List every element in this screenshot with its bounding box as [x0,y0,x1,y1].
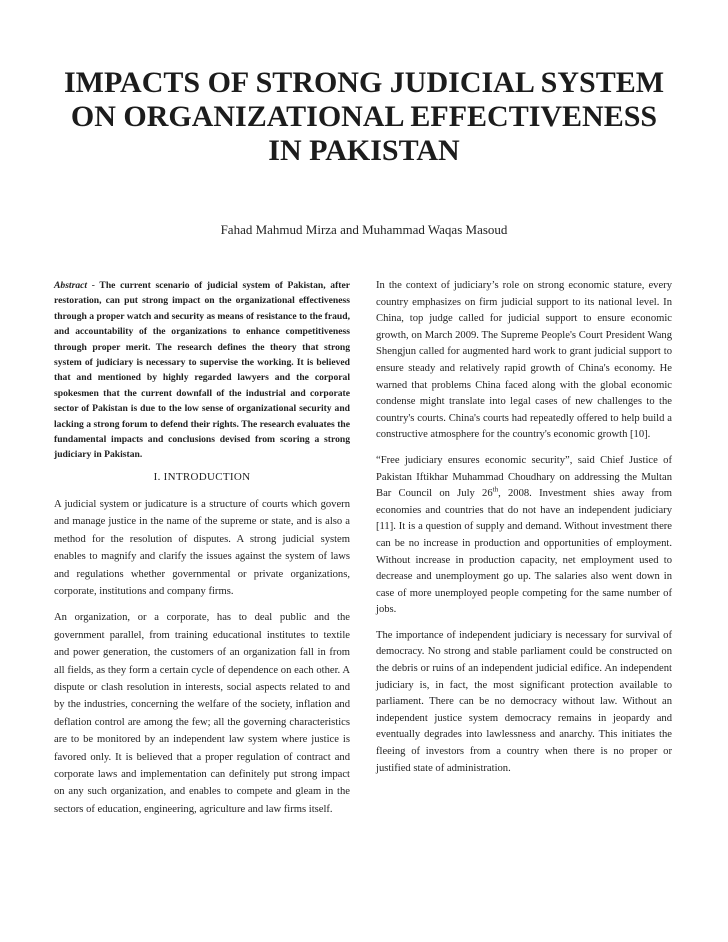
title-line-2: ON ORGANIZATIONAL EFFECTIVENESS [70,100,658,133]
title-line-3: IN PAKISTAN [268,134,460,167]
author-list: Fahad Mahmud Mirza and Muhammad Waqas Masoud [220,222,508,237]
abstract-label: Abstract - [54,280,95,291]
title-line-1: IMPACTS OF STRONG JUDICIAL SYSTEM [63,66,665,99]
paper-title [40,66,688,168]
right-paragraph-2-text-after: , 2008. Investment shies away from economies and countries that do not have an independent judiciary [11]. It is a question of supply and demand. Without investment there can be no increase in production and opportunities of employment. Without increase in production capacity, net employment used to decrease and unemployment go up. The salaries also went down in case of more unemployed people competing for the same number of jobs. [376,488,672,616]
ordinal-superscript: th [492,485,499,494]
right-paragraph-3: The importance of independent judiciary is necessary for survival of democracy. No strong and stable parliament could be constructed on the debris or ruins of an independent judicial edifice. An independent judiciary is, in fact, the most significant protection available to parliament. There can be no democracy without law. Without an independent justice system democracy remains in jeopardy and eventually degrades into lawlessness and anarchy. This initiates the fleeing of investors from a country when there is no proper or justified state of administration. [376,629,672,774]
right-paragraph-2-text-before: “Free judiciary ensures economic security”, said Chief Justice of Pakistan Iftikhar Muhammad Choudhary on addressing the Multan Bar Council on July 26 [376,454,672,500]
section-heading-introduction: I. INTRODUCTION [153,470,251,483]
abstract-text: The current scenario of judicial system of Pakistan, after restoration, can put strong impact on the organizational effectiveness through a proper watch and security as means of resistance to the fraud, and accountability of the organizations to enhance competitiveness through proper merit. The research defines the theory that strong system of judiciary is necessary to supervise the working. It is believed that and mentioned by highly regarded lawyers and the corporal spokesmen that the current downfall of the industrial and corporate sector of Pakistan is due to the low sense of organizational security and lacking a strong forum to defend their rights. The research evaluates the fundamental impacts and conclusions devised from scoring a strong judiciary in Pakistan. [54,280,350,461]
right-paragraph-1: In the context of judiciary’s role on strong economic stature, every country emphasizes on firm judicial support to its national level. In China, top judge called for judicial support to ensure economic growth, on March 2009. The Supreme People's Court President Wang Shengjun called for augmented hard work to grant judicial support to ensure steady and relatively rapid growth of China's economy. He warned that problems China faced along with the global economic condense might translate into legal cases of new challenges to the country's courts. China's courts had repeatedly offered to help build a constructive atmosphere for the country's economic growth [10]. [376,280,672,441]
intro-paragraph-1: A judicial system or judicature is a structure of courts which govern and manage justice in the name of the supreme or state, and is also a method for the resolution of disputes. A strong judicial system enables to magnify and clarify the issues against the system of laws and regulations whether governmental or private organizations, corporate, institutions and company firms. [54,498,350,597]
right-column [376,278,672,786]
right-paragraph-2 [376,453,672,619]
abstract [54,278,350,463]
left-column [54,278,350,827]
intro-paragraph-2: An organization, or a corporate, has to deal public and the government parallel, from training educational institutes to textile and power generation, the customers of an organization fall in from all fields, as they form a certain cycle of dependence on each other. A dispute or clash resolution in interests, social aspects related to and by the industries, concerning the welfare of the society, inflation and deflation control are among the few; all the governing characteristics are to be monitored by an independent law system where justice is favored only. It is believed that a proper regulation of contract and corporate laws and implementation can definitely put strong impact on any such organization, and enables to compete and gleam in the sectors of education, engineering, agriculture and law firms itself. [54,612,350,815]
